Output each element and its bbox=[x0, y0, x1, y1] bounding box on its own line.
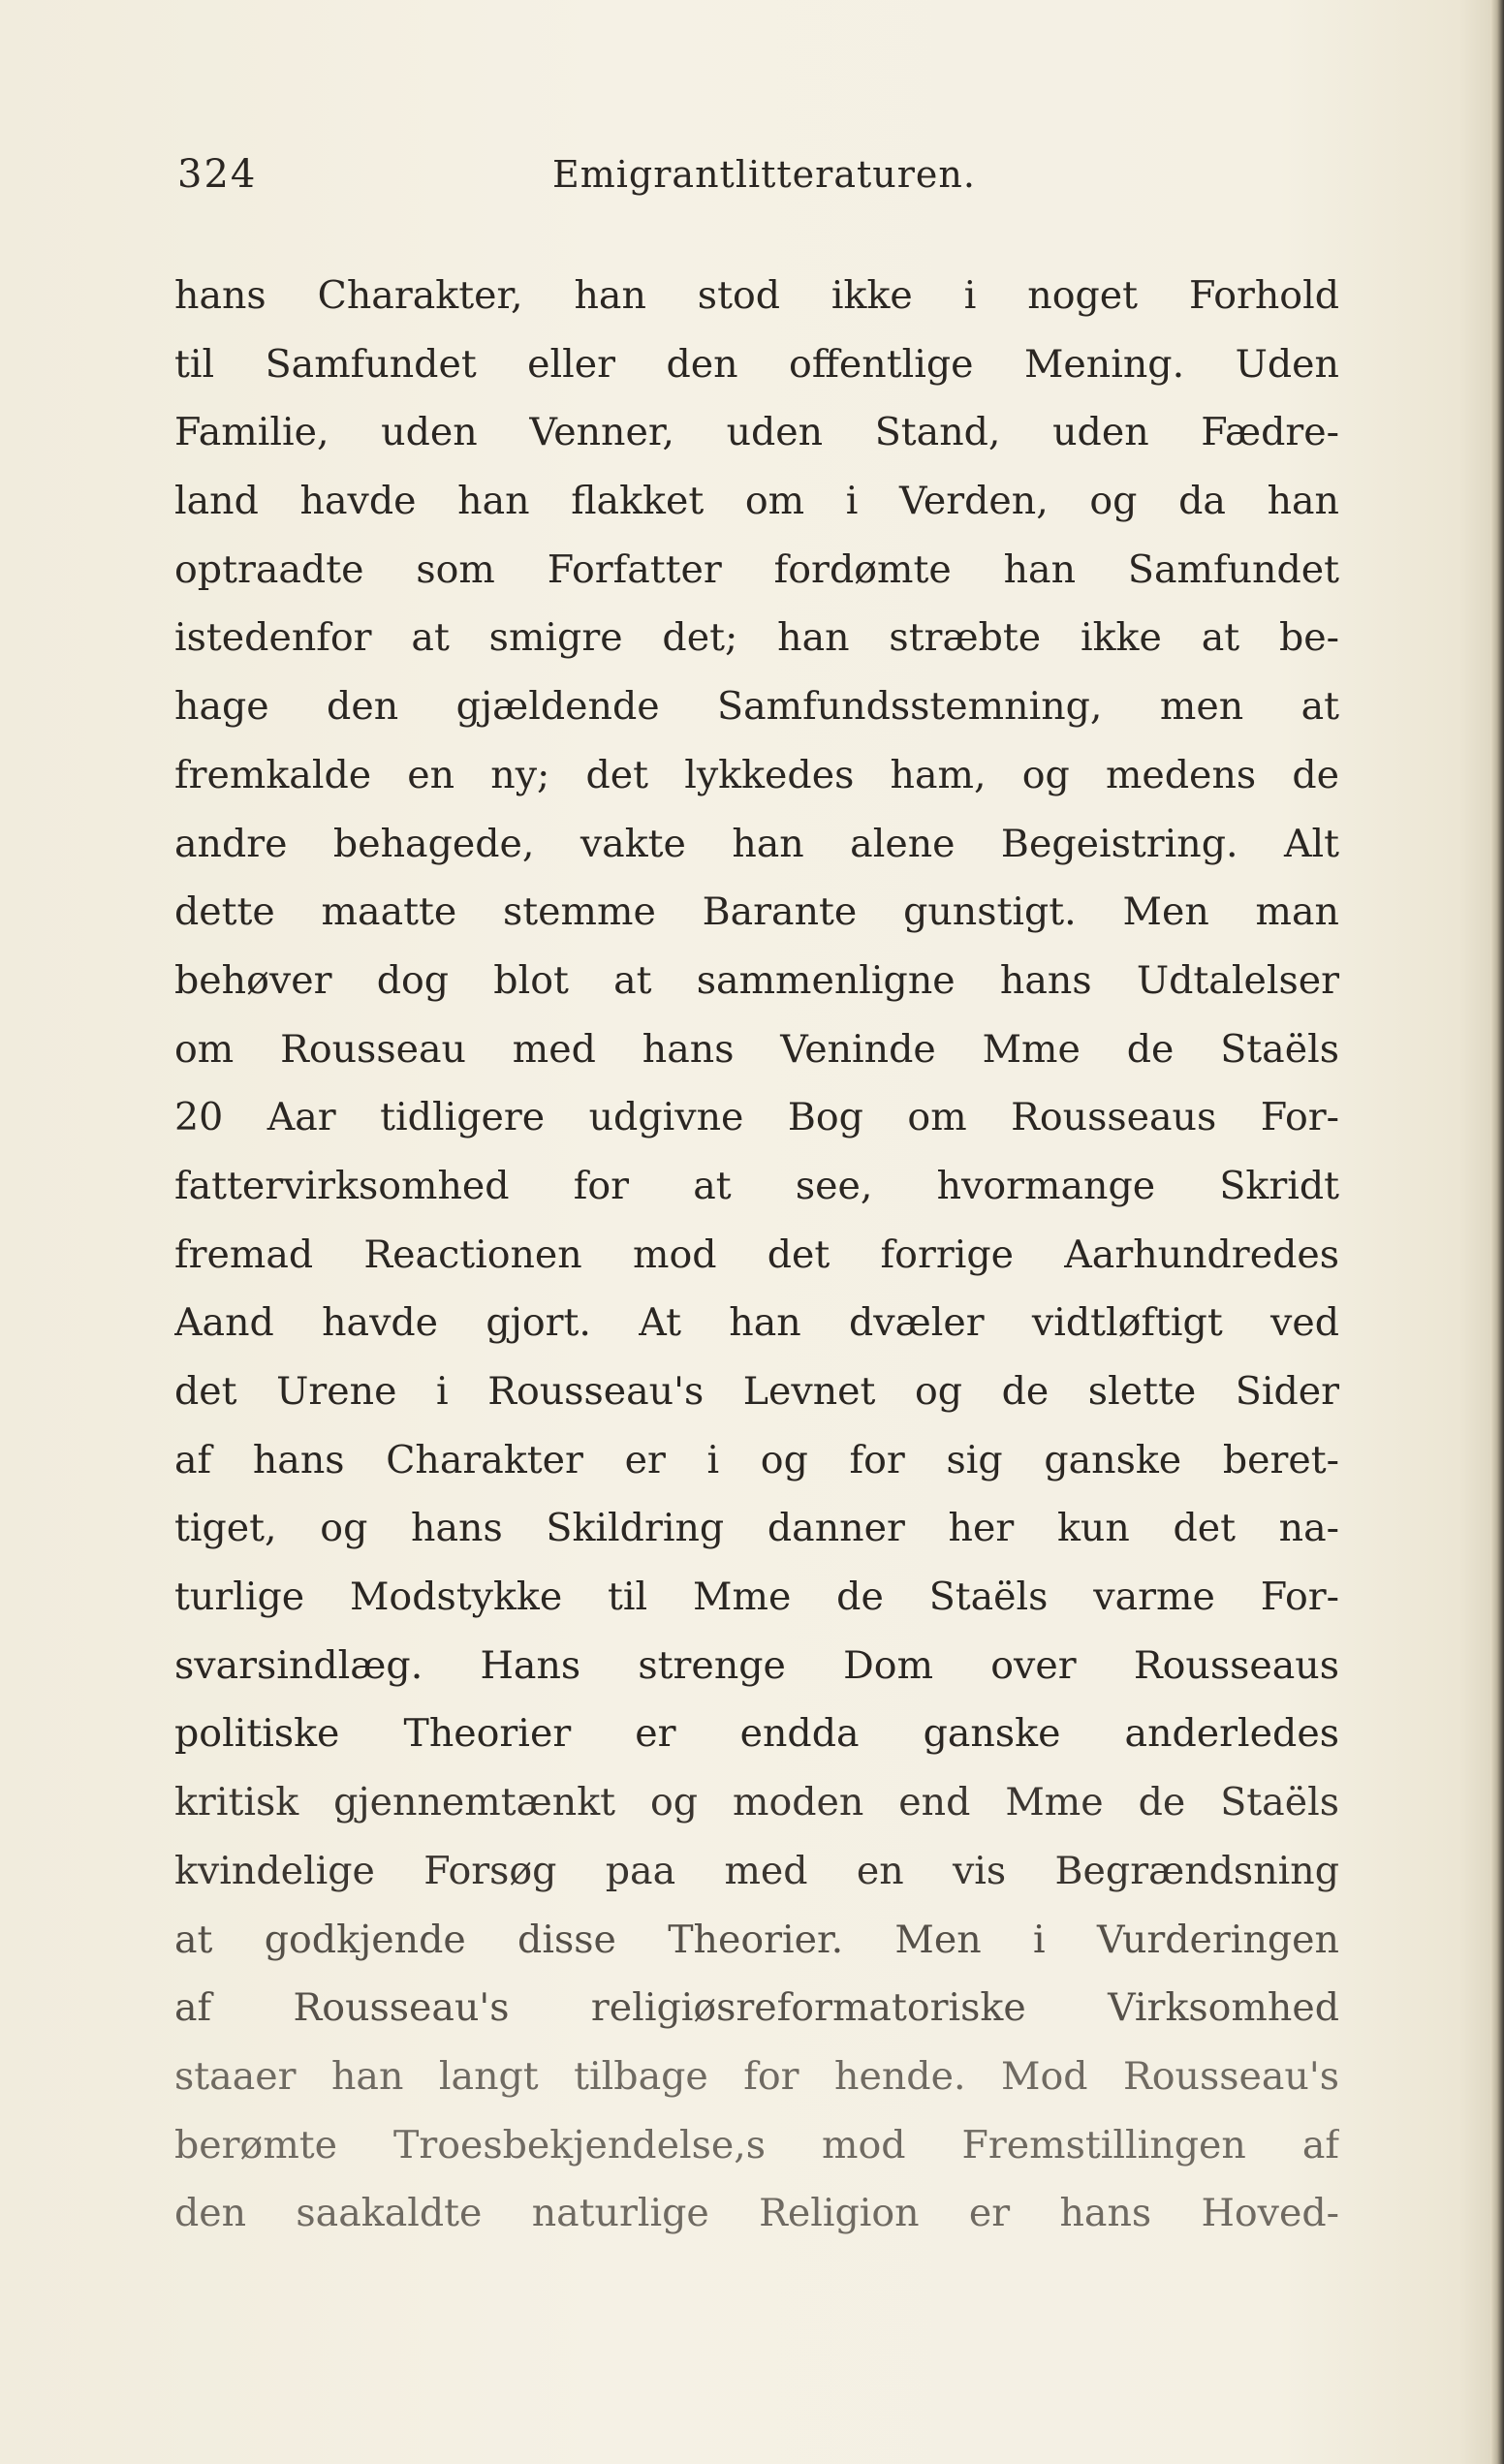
body-text bbox=[174, 262, 1339, 2248]
text-line: behøver dog blot at sammenligne hans Udtalelser bbox=[174, 957, 1339, 1003]
text-line: andre behagede, vakte han alene Begeistring. Alt bbox=[174, 821, 1339, 866]
text-line: den saakaldte naturlige Religion er hans Hoved- bbox=[174, 2191, 1339, 2236]
text-line: optraadte som Forfatter fordømte han Samfundet bbox=[174, 546, 1339, 592]
text-line: kritisk gjennemtænkt og moden end Mme de Staëls bbox=[174, 1780, 1339, 1825]
text-line: fattervirksomhed for at see, hvormange Skridt bbox=[174, 1163, 1339, 1208]
text-line: dette maatte stemme Barante gunstigt. Men man bbox=[174, 889, 1339, 935]
text-line: Familie, uden Venner, uden Stand, uden Fædre- bbox=[174, 410, 1339, 455]
text-line: til Samfundet eller den offentlige Mening. Uden bbox=[174, 341, 1339, 387]
text-line: istedenfor at smigre det; han stræbte ikke at be- bbox=[174, 615, 1339, 661]
page-number: 324 bbox=[177, 152, 258, 197]
text-line: hans Charakter, han stod ikke i noget Forhold bbox=[174, 273, 1339, 318]
text-line: svarsindlæg. Hans strenge Dom over Rousseaus bbox=[174, 1642, 1339, 1688]
text-line: berømte Troesbekjendelse,s mod Fremstillingen af bbox=[174, 2122, 1339, 2168]
text-line: turlige Modstykke til Mme de Staëls varme For- bbox=[174, 1575, 1339, 1620]
text-line: af Rousseau's religiøsreformatoriske Virksomhed bbox=[174, 1985, 1339, 2031]
text-line: politiske Theorier er endda ganske anderledes bbox=[174, 1711, 1339, 1757]
text-line: fremad Reactionen mod det forrige Aarhundredes bbox=[174, 1232, 1339, 1277]
text-line: det Urene i Rousseau's Levnet og de slette Sider bbox=[174, 1369, 1339, 1414]
text-line: land havde han flakket om i Verden, og da han bbox=[174, 479, 1339, 524]
running-head: Emigrantlitteraturen. bbox=[552, 153, 976, 196]
text-line: om Rousseau med hans Veninde Mme de Staëls bbox=[174, 1026, 1339, 1072]
text-line: hage den gjældende Samfundsstemning, men at bbox=[174, 684, 1339, 730]
text-line: fremkalde en ny; det lykkedes ham, og medens de bbox=[174, 752, 1339, 797]
text-line: Aand havde gjort. At han dvæler vidtløftigt ved bbox=[174, 1300, 1339, 1346]
page-header bbox=[177, 145, 1340, 203]
text-line: at godkjende disse Theorier. Men i Vurderingen bbox=[174, 1917, 1339, 1962]
text-line: tiget, og hans Skildring danner her kun det na- bbox=[174, 1506, 1339, 1551]
page-edge bbox=[1490, 0, 1504, 2464]
text-line: af hans Charakter er i og for sig ganske beret- bbox=[174, 1437, 1339, 1482]
text-line: 20 Aar tidligere udgivne Bog om Rousseaus For- bbox=[174, 1095, 1339, 1140]
text-line: staaer han langt tilbage for hende. Mod Rousseau's bbox=[174, 2053, 1339, 2099]
text-line: kvindelige Forsøg paa med en vis Begrændsning bbox=[174, 1848, 1339, 1893]
